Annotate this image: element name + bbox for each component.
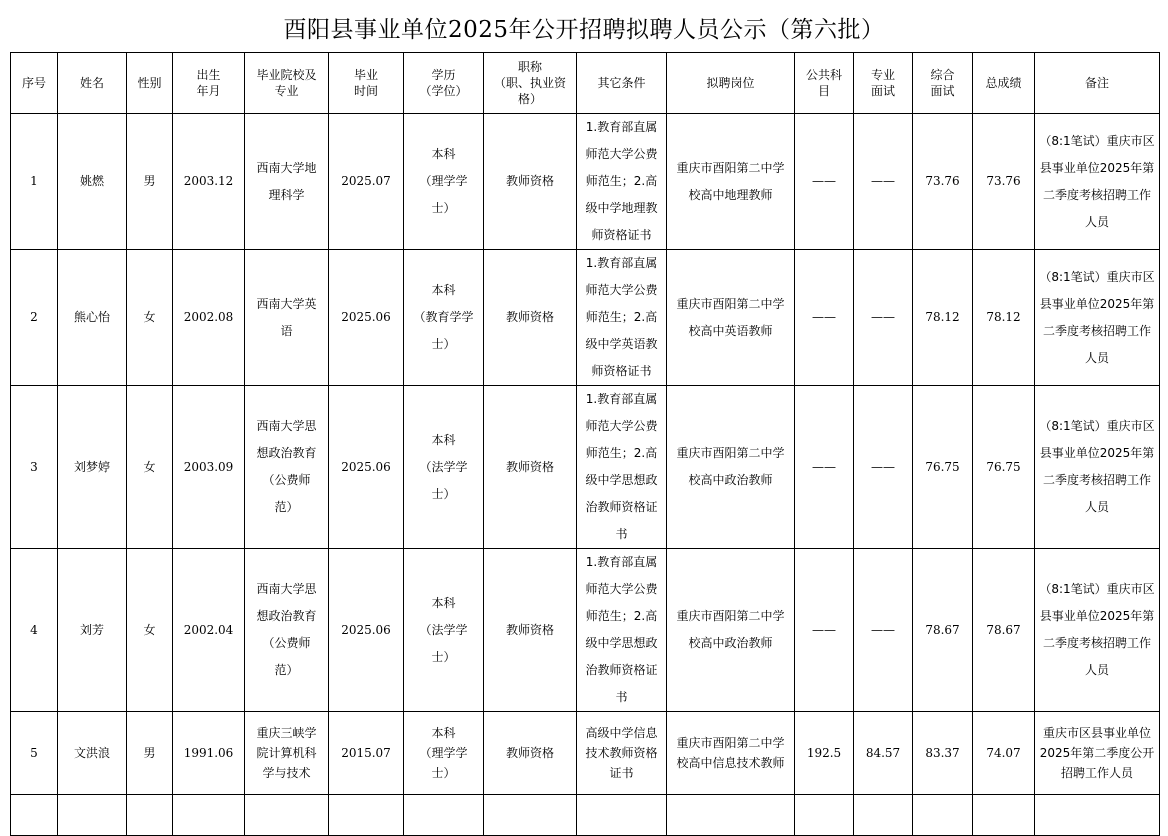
cell-line: 技术教师资格 bbox=[585, 746, 658, 760]
cell-line: 校高中政治教师 bbox=[688, 473, 773, 487]
cell-total: 73.76 bbox=[973, 114, 1035, 250]
cell-line: 高级中学信息 bbox=[585, 726, 658, 740]
cell-line: （法学学 bbox=[419, 459, 468, 474]
cell-line: 二季度考核招聘工作 bbox=[1042, 473, 1151, 487]
cell-post bbox=[667, 250, 795, 386]
cell-name: 刘芳 bbox=[58, 549, 127, 712]
column-header-line: 备注 bbox=[1084, 76, 1109, 90]
cell-prof: 84.57 bbox=[854, 712, 913, 795]
cell-title: 教师资格 bbox=[484, 549, 577, 712]
cell-prof: —— bbox=[854, 549, 913, 712]
column-header-line: 格） bbox=[517, 92, 542, 106]
cell-line: 范） bbox=[274, 500, 299, 514]
cell-line: 1.教育部直属 bbox=[585, 120, 658, 134]
cell-line: 师范大学公费 bbox=[585, 147, 658, 161]
page-title: 酉阳县事业单位2025年公开招聘拟聘人员公示（第六批） bbox=[283, 17, 885, 43]
cell-gender: 男 bbox=[127, 114, 173, 250]
cell-line: （8:1笔试）重庆市区 bbox=[1039, 269, 1155, 284]
column-header bbox=[854, 53, 913, 114]
column-header-line: 毕业 bbox=[353, 68, 378, 82]
cell-no: 5 bbox=[11, 712, 58, 795]
cell-empty bbox=[245, 795, 329, 836]
column-header bbox=[973, 53, 1035, 114]
cell-line: 西南大学思 bbox=[256, 419, 317, 433]
cell-line: 级中学地理教 bbox=[585, 201, 658, 215]
cell-line: 西南大学地 bbox=[256, 160, 317, 175]
cell-line: （理学学 bbox=[419, 746, 468, 760]
cell-line: 校高中英语教师 bbox=[688, 323, 773, 338]
column-header-line: 毕业院校及 bbox=[256, 68, 317, 82]
column-header-line: 面试 bbox=[930, 84, 955, 98]
cell-school bbox=[245, 250, 329, 386]
cell-line: 1.教育部直属 bbox=[585, 555, 658, 569]
column-header-line: 序号 bbox=[21, 76, 46, 90]
column-header-line: 年月 bbox=[196, 84, 221, 98]
cell-line: 级中学英语教 bbox=[585, 337, 658, 351]
table-row bbox=[11, 712, 1160, 795]
cell-birth: 2003.12 bbox=[173, 114, 245, 250]
cell-grad: 2025.06 bbox=[329, 549, 404, 712]
column-header bbox=[245, 53, 329, 114]
cell-line: 士） bbox=[431, 766, 456, 780]
cell-empty bbox=[973, 795, 1035, 836]
cell-no: 2 bbox=[11, 250, 58, 386]
cell-empty bbox=[404, 795, 484, 836]
cell-grad: 2015.07 bbox=[329, 712, 404, 795]
cell-note bbox=[1035, 386, 1160, 549]
cell-name: 姚燃 bbox=[58, 114, 127, 250]
cell-line: 本科 bbox=[431, 726, 456, 740]
column-header bbox=[58, 53, 127, 114]
cell-empty bbox=[173, 795, 245, 836]
cell-line: 重庆市酉阳第二中学 bbox=[676, 296, 785, 311]
cell-line: （8:1笔试）重庆市区 bbox=[1039, 419, 1155, 433]
cell-line: 人员 bbox=[1084, 214, 1109, 229]
cell-line: （法学学 bbox=[419, 622, 468, 637]
cell-gender: 女 bbox=[127, 250, 173, 386]
cell-title: 教师资格 bbox=[484, 712, 577, 795]
cell-line: 1.教育部直属 bbox=[585, 392, 658, 406]
cell-edu bbox=[404, 250, 484, 386]
cell-title: 教师资格 bbox=[484, 386, 577, 549]
cell-post bbox=[667, 114, 795, 250]
cell-public: —— bbox=[795, 549, 854, 712]
cell-line: 院计算机科 bbox=[256, 746, 317, 760]
table-row bbox=[11, 386, 1160, 549]
table-row bbox=[11, 250, 1160, 386]
cell-grad: 2025.07 bbox=[329, 114, 404, 250]
cell-other bbox=[577, 250, 667, 386]
cell-name: 文洪浪 bbox=[58, 712, 127, 795]
cell-interview: 78.67 bbox=[913, 549, 973, 712]
cell-line: 县事业单位2025年第 bbox=[1039, 296, 1155, 311]
column-header bbox=[577, 53, 667, 114]
cell-line: 师资格证书 bbox=[591, 228, 652, 242]
cell-line: 校高中政治教师 bbox=[688, 636, 773, 650]
cell-empty bbox=[913, 795, 973, 836]
cell-interview: 83.37 bbox=[913, 712, 973, 795]
cell-line: （教育学学 bbox=[413, 310, 474, 324]
column-header-line: 职称 bbox=[517, 60, 542, 74]
cell-public: 192.5 bbox=[795, 712, 854, 795]
cell-note bbox=[1035, 712, 1160, 795]
cell-line: 证书 bbox=[609, 766, 634, 780]
column-header bbox=[127, 53, 173, 114]
cell-prof: —— bbox=[854, 114, 913, 250]
cell-line: （理学学 bbox=[419, 174, 468, 188]
cell-line: 重庆市酉阳第二中学 bbox=[676, 736, 785, 750]
cell-line: 人员 bbox=[1084, 500, 1109, 514]
cell-birth: 1991.06 bbox=[173, 712, 245, 795]
cell-other bbox=[577, 114, 667, 250]
cell-empty bbox=[484, 795, 577, 836]
cell-empty bbox=[329, 795, 404, 836]
cell-line: 二季度考核招聘工作 bbox=[1042, 636, 1151, 650]
column-header-line: 时间 bbox=[353, 84, 378, 98]
cell-other bbox=[577, 386, 667, 549]
cell-line: 语 bbox=[280, 323, 293, 338]
table-row bbox=[11, 114, 1160, 250]
cell-line: 师范生；2.高 bbox=[585, 446, 658, 460]
cell-school bbox=[245, 386, 329, 549]
cell-line: 书 bbox=[615, 527, 628, 541]
cell-line: 学与技术 bbox=[262, 766, 311, 780]
column-header bbox=[1035, 53, 1160, 114]
cell-line: 士） bbox=[431, 201, 456, 215]
cell-note bbox=[1035, 114, 1160, 250]
cell-interview: 78.12 bbox=[913, 250, 973, 386]
column-header-line: 学历 bbox=[431, 68, 456, 82]
cell-public: —— bbox=[795, 114, 854, 250]
cell-line: 师范生；2.高 bbox=[585, 609, 658, 623]
cell-line: 西南大学思 bbox=[256, 582, 317, 596]
cell-line: 本科 bbox=[431, 147, 456, 161]
cell-title: 教师资格 bbox=[484, 114, 577, 250]
cell-line: 师范大学公费 bbox=[585, 283, 658, 297]
cell-empty bbox=[58, 795, 127, 836]
column-header-line: （学位） bbox=[419, 84, 468, 98]
cell-line: 校高中地理教师 bbox=[688, 187, 773, 202]
cell-line: 校高中信息技术教师 bbox=[676, 756, 785, 770]
cell-total: 78.12 bbox=[973, 250, 1035, 386]
cell-edu bbox=[404, 549, 484, 712]
cell-school bbox=[245, 549, 329, 712]
cell-line: 重庆三峡学 bbox=[256, 726, 317, 740]
cell-line: 师资格证书 bbox=[591, 364, 652, 378]
cell-public: —— bbox=[795, 386, 854, 549]
cell-line: 县事业单位2025年第 bbox=[1039, 609, 1155, 623]
cell-prof: —— bbox=[854, 250, 913, 386]
column-header-line: 姓名 bbox=[79, 76, 104, 90]
cell-line: 重庆市酉阳第二中学 bbox=[676, 609, 785, 623]
cell-line: 2025年第二季度公开 bbox=[1039, 746, 1155, 760]
cell-line: 想政治教育 bbox=[256, 609, 317, 623]
cell-total: 78.67 bbox=[973, 549, 1035, 712]
cell-line: （8:1笔试）重庆市区 bbox=[1039, 133, 1155, 148]
cell-total: 76.75 bbox=[973, 386, 1035, 549]
cell-empty bbox=[1035, 795, 1160, 836]
cell-total: 74.07 bbox=[973, 712, 1035, 795]
cell-line: 师范大学公费 bbox=[585, 582, 658, 596]
cell-line: 重庆市酉阳第二中学 bbox=[676, 446, 785, 460]
cell-line: （公费师 bbox=[262, 473, 311, 487]
cell-interview: 76.75 bbox=[913, 386, 973, 549]
cell-line: 1.教育部直属 bbox=[585, 256, 658, 270]
cell-gender: 女 bbox=[127, 549, 173, 712]
cell-line: 重庆市酉阳第二中学 bbox=[676, 160, 785, 175]
column-header-line: 综合 bbox=[930, 68, 955, 82]
cell-grad: 2025.06 bbox=[329, 250, 404, 386]
cell-line: 人员 bbox=[1084, 350, 1109, 365]
cell-line: 想政治教育 bbox=[256, 446, 317, 460]
recruitment-table bbox=[10, 52, 1160, 836]
cell-empty bbox=[795, 795, 854, 836]
cell-line: （公费师 bbox=[262, 636, 311, 650]
column-header-line: 出生 bbox=[196, 68, 221, 82]
column-header-line: 专业 bbox=[870, 68, 895, 82]
cell-prof: —— bbox=[854, 386, 913, 549]
cell-line: 治教师资格证 bbox=[585, 663, 658, 677]
column-header bbox=[329, 53, 404, 114]
cell-line: 本科 bbox=[431, 283, 456, 297]
cell-line: 师范大学公费 bbox=[585, 419, 658, 433]
cell-line: 招聘工作人员 bbox=[1060, 766, 1133, 780]
cell-line: （8:1笔试）重庆市区 bbox=[1039, 582, 1155, 596]
table-header-row bbox=[11, 53, 1160, 114]
cell-title: 教师资格 bbox=[484, 250, 577, 386]
cell-line: 县事业单位2025年第 bbox=[1039, 446, 1155, 460]
cell-other bbox=[577, 549, 667, 712]
cell-empty bbox=[577, 795, 667, 836]
cell-name: 熊心怡 bbox=[58, 250, 127, 386]
cell-line: 治教师资格证 bbox=[585, 500, 658, 514]
cell-grad: 2025.06 bbox=[329, 386, 404, 549]
cell-gender: 男 bbox=[127, 712, 173, 795]
cell-empty bbox=[667, 795, 795, 836]
cell-no: 4 bbox=[11, 549, 58, 712]
cell-line: 重庆市区县事业单位 bbox=[1042, 726, 1151, 740]
cell-edu bbox=[404, 712, 484, 795]
cell-line: 师范生；2.高 bbox=[585, 174, 658, 188]
cell-note bbox=[1035, 250, 1160, 386]
cell-line: 士） bbox=[431, 486, 456, 501]
cell-line: 级中学思想政 bbox=[585, 473, 658, 487]
column-header bbox=[11, 53, 58, 114]
cell-other bbox=[577, 712, 667, 795]
cell-line: 县事业单位2025年第 bbox=[1039, 160, 1155, 175]
cell-name: 刘梦婷 bbox=[58, 386, 127, 549]
column-header-line: 性别 bbox=[137, 76, 162, 90]
cell-birth: 2003.09 bbox=[173, 386, 245, 549]
column-header-line: 其它条件 bbox=[597, 76, 646, 90]
cell-empty bbox=[854, 795, 913, 836]
column-header bbox=[404, 53, 484, 114]
column-header-line: 目 bbox=[817, 84, 830, 98]
table-row bbox=[11, 549, 1160, 712]
column-header bbox=[667, 53, 795, 114]
cell-note bbox=[1035, 549, 1160, 712]
cell-line: 师范生；2.高 bbox=[585, 310, 658, 324]
cell-post bbox=[667, 712, 795, 795]
column-header bbox=[913, 53, 973, 114]
cell-edu bbox=[404, 114, 484, 250]
cell-gender: 女 bbox=[127, 386, 173, 549]
cell-birth: 2002.04 bbox=[173, 549, 245, 712]
cell-line: 二季度考核招聘工作 bbox=[1042, 187, 1151, 202]
column-header-line: 面试 bbox=[870, 84, 895, 98]
cell-post bbox=[667, 386, 795, 549]
table-row bbox=[11, 795, 1160, 836]
cell-empty bbox=[127, 795, 173, 836]
cell-empty bbox=[11, 795, 58, 836]
cell-no: 3 bbox=[11, 386, 58, 549]
cell-line: 二季度考核招聘工作 bbox=[1042, 323, 1151, 338]
column-header bbox=[173, 53, 245, 114]
cell-line: 本科 bbox=[431, 595, 456, 610]
cell-public: —— bbox=[795, 250, 854, 386]
column-header-line: 专业 bbox=[274, 84, 299, 98]
table-body bbox=[11, 114, 1160, 836]
column-header bbox=[795, 53, 854, 114]
column-header-line: （职、执业资 bbox=[493, 76, 566, 90]
cell-line: 理科学 bbox=[268, 187, 305, 202]
cell-line: 范） bbox=[274, 663, 299, 677]
column-header-line: 拟聘岗位 bbox=[706, 76, 755, 90]
cell-school bbox=[245, 114, 329, 250]
cell-line: 级中学思想政 bbox=[585, 636, 658, 650]
cell-line: 人员 bbox=[1084, 663, 1109, 677]
cell-line: 书 bbox=[615, 690, 628, 704]
cell-school bbox=[245, 712, 329, 795]
cell-post bbox=[667, 549, 795, 712]
cell-line: 本科 bbox=[431, 432, 456, 447]
column-header bbox=[484, 53, 577, 114]
cell-interview: 73.76 bbox=[913, 114, 973, 250]
cell-line: 士） bbox=[431, 337, 456, 351]
cell-edu bbox=[404, 386, 484, 549]
cell-birth: 2002.08 bbox=[173, 250, 245, 386]
column-header-line: 公共科 bbox=[805, 68, 842, 82]
cell-line: 士） bbox=[431, 649, 456, 664]
cell-line: 西南大学英 bbox=[256, 296, 317, 311]
column-header-line: 总成绩 bbox=[985, 76, 1022, 90]
cell-no: 1 bbox=[11, 114, 58, 250]
